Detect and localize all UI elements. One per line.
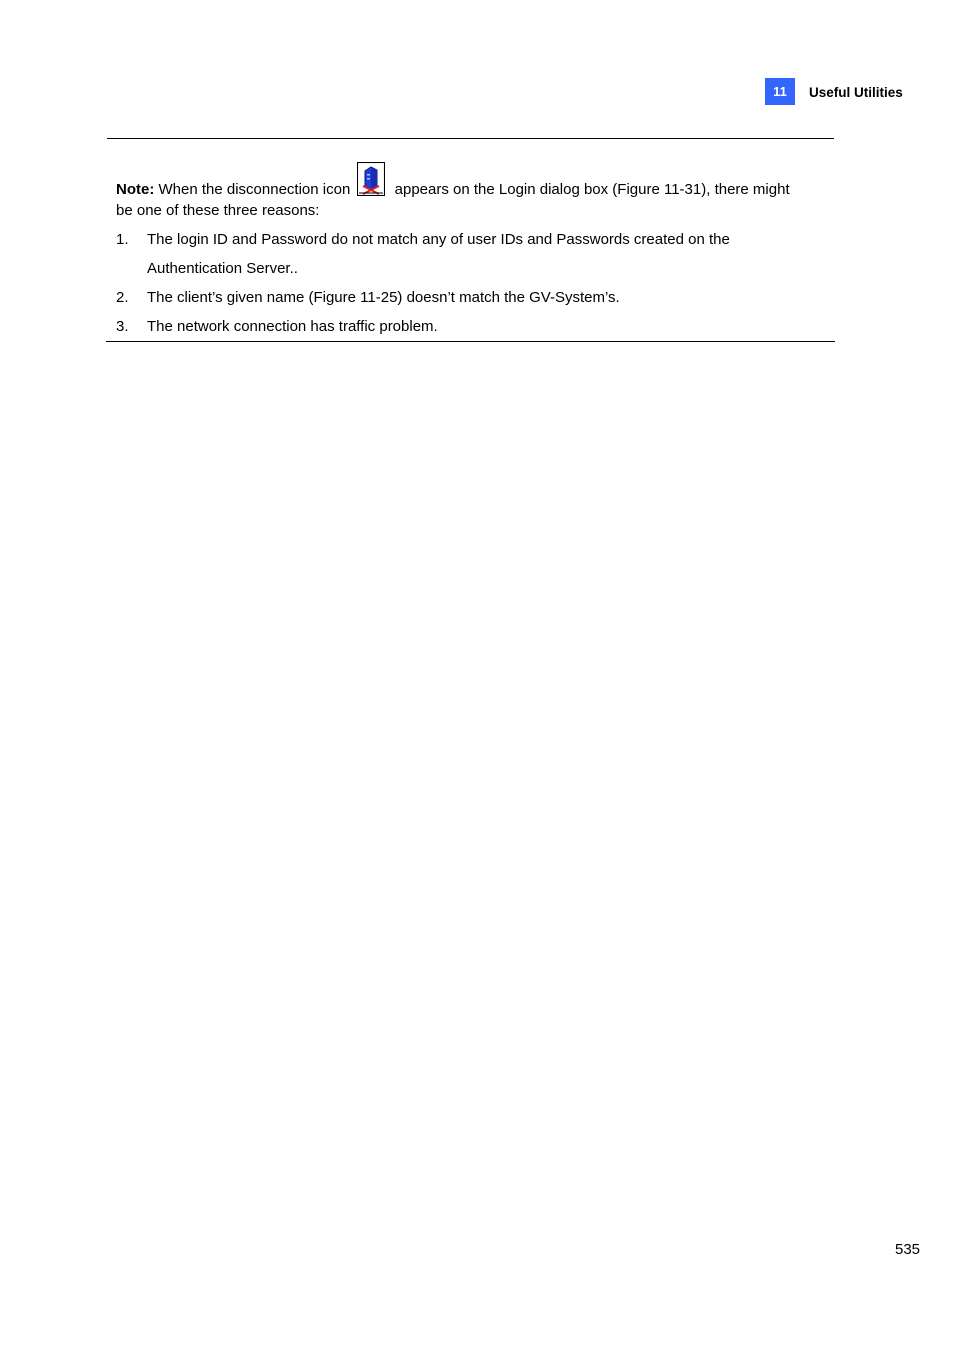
note-first-line	[116, 168, 790, 202]
chapter-title: Useful Utilities	[809, 85, 903, 100]
disconnection-icon	[357, 162, 385, 196]
list-item-number: 1.	[116, 231, 129, 248]
chapter-number-badge: 11	[765, 78, 795, 105]
list-item-number: 3.	[116, 318, 129, 335]
page-number: 535	[895, 1241, 921, 1258]
list-item-text: Authentication Server..	[147, 260, 298, 277]
list-item-text: The login ID and Password do not match any of user IDs and Passwords created on the	[147, 231, 730, 248]
note-bottom-divider	[106, 341, 835, 342]
note-text-before-icon: When the disconnection icon	[158, 181, 351, 198]
note-top-divider	[107, 138, 834, 139]
note-text-after-icon: appears on the Login dialog box (Figure 11-31), there might	[394, 181, 790, 198]
list-item-number: 2.	[116, 289, 129, 306]
note-second-line: be one of these three reasons:	[116, 202, 320, 219]
list-item-text: The network connection has traffic problem.	[147, 318, 438, 335]
note-label: Note:	[116, 181, 155, 198]
list-item-text: The client’s given name (Figure 11-25) doesn’t match the GV-System’s.	[147, 289, 620, 306]
